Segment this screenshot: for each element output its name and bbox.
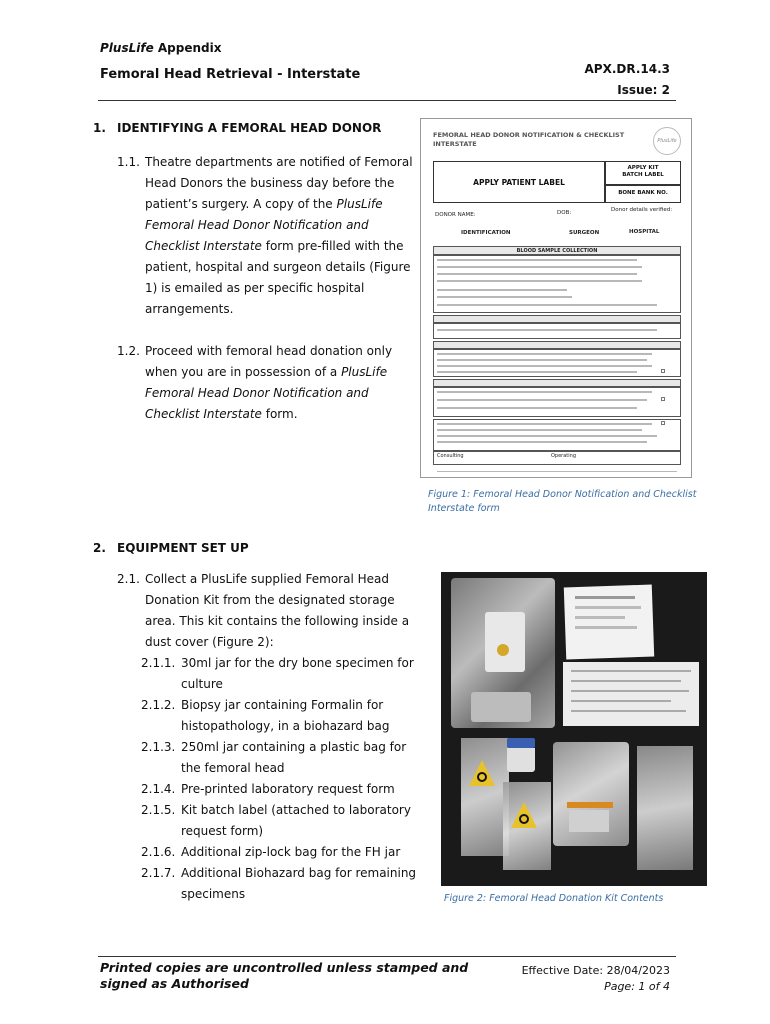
- plastic-bag-image: [637, 746, 693, 870]
- item-2-1-2: 2.1.2. Biopsy jar containing Formalin for histopathology, in a biohazard bag: [141, 698, 390, 733]
- document-issue: Issue: 2: [617, 83, 670, 97]
- form-section-header: [433, 341, 681, 349]
- item-2-1-1: 2.1.1. 30ml jar for the dry bone specimen for culture: [141, 656, 414, 691]
- form-patient-label-box: APPLY PATIENT LABEL: [433, 161, 605, 203]
- header-divider: [98, 100, 676, 101]
- figure-1-form-image: [420, 118, 692, 478]
- uncontrolled-copy-warning: Printed copies are uncontrolled unless stamped and signed as Authorised: [100, 960, 469, 991]
- item-2-1-3: 2.1.3. 250ml jar containing a plastic bag for the femoral head: [141, 740, 407, 775]
- biohazard-bag-image: [461, 738, 509, 856]
- form-kit-label-box: APPLY KIT BATCH LABEL: [605, 161, 681, 185]
- page-number: Page: 1 of 4: [604, 980, 670, 993]
- form-donor-details: Donor details verified:: [611, 207, 673, 213]
- item-2-1-6: 2.1.6. Additional zip-lock bag for the FH jar: [141, 845, 401, 859]
- pluslife-logo-icon: PlusLife: [653, 127, 681, 155]
- figure-2-caption: Figure 2: Femoral Head Donation Kit Contents: [444, 893, 664, 904]
- paragraph-2-1: 2.1. Collect a PlusLife supplied Femoral Head Donation Kit from the designated storage area. This kit contains the following inside a dust cover (Figure 2):: [117, 572, 410, 649]
- biopsy-jar-image: [507, 738, 535, 748]
- form-donor-name: DONOR NAME:: [435, 212, 476, 218]
- form-title: FEMORAL HEAD DONOR NOTIFICATION & CHECKLIST INTERSTATE: [433, 131, 625, 148]
- form-operating: Operating: [551, 453, 576, 459]
- appendix-label: PlusLife Appendix: [100, 41, 222, 55]
- form-hospital: HOSPITAL: [629, 229, 660, 235]
- form-surgeon: SURGEON: [569, 230, 600, 236]
- item-2-1-5: 2.1.5. Kit batch label (attached to laboratory request form): [141, 803, 411, 838]
- paragraph-1-2: 1.2. Proceed with femoral head donation only when you are in possession of a PlusLife Femoral Head Donor Notification and Checklist Interstate form.: [117, 344, 393, 421]
- form-section-header: [433, 315, 681, 323]
- figure-1-caption: Figure 1: Femoral Head Donor Notification and Checklist Interstate form: [428, 489, 697, 514]
- form-bone-bank-box: BONE BANK NO.: [605, 185, 681, 203]
- form-section-box: [433, 323, 681, 339]
- section-1-heading: 1. IDENTIFYING A FEMORAL HEAD DONOR: [93, 121, 382, 135]
- form-dob: DOB:: [557, 210, 572, 216]
- form-identification: IDENTIFICATION: [461, 230, 511, 236]
- footer-divider: [98, 956, 676, 957]
- document-title: Femoral Head Retrieval - Interstate: [100, 67, 361, 82]
- figure-2-kit-photo: [441, 572, 707, 886]
- paragraph-1-1: 1.1. Theatre departments are notified of Femoral Head Donors the business day before the patient’s surgery. A copy of the PlusLife Femoral Head Donor Notification and Checklist Interstate form pre-filled with the patient, hospital and surgeon details (Figure 1) is emailed as per specific hospital arrangements.: [117, 155, 413, 316]
- effective-date: Effective Date: 28/04/2023: [521, 964, 670, 977]
- form-blood-sample-header: BLOOD SAMPLE COLLECTION: [433, 246, 681, 255]
- document-code: APX.DR.14.3: [584, 62, 670, 76]
- item-2-1-4: 2.1.4. Pre-printed laboratory request form: [141, 782, 395, 796]
- item-2-1-7: 2.1.7. Additional Biohazard bag for remaining specimens: [141, 866, 417, 901]
- section-2-heading: 2. EQUIPMENT SET UP: [93, 541, 249, 555]
- form-section-header: [433, 379, 681, 387]
- form-consulting: Consulting: [437, 453, 464, 459]
